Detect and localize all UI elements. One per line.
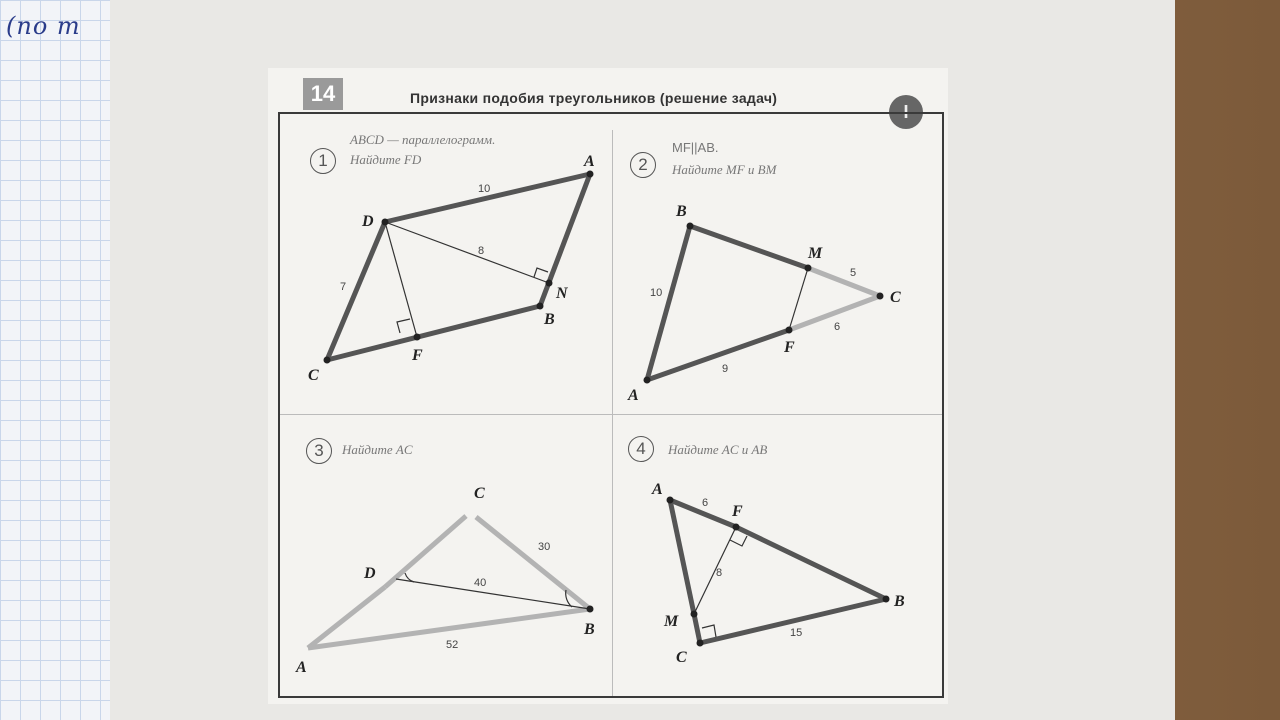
measure-MF: 8 [716,567,723,579]
vertex-point [382,219,389,226]
problem-1-line-2: Найдите FD [350,152,422,167]
vertex-F-2: F [784,339,795,356]
vertex-A-3: A [296,659,307,676]
vertex-C-4: C [676,649,687,666]
segment-CD [327,222,385,360]
segment-AB [647,226,690,380]
problem-3-number: 3 [306,438,332,464]
measure-CF: 6 [834,321,841,333]
vertex-D-3: D [364,565,376,582]
measure-BC: 15 [790,627,803,639]
measure-CD: 7 [340,281,347,293]
figure-2-triangle [627,203,901,404]
vertex-F-4: F [732,503,743,520]
vertex-point [805,265,812,272]
vertex-F-1: F [412,347,423,364]
problem-1-line-1: ABCD — параллелограмм. [350,132,496,147]
vertex-D-1: D [362,213,374,230]
segment-MF [789,268,808,330]
vertex-point [587,606,594,613]
segment-MF [694,527,736,614]
segment-CM [694,614,700,643]
vertex-point [691,611,698,618]
vertex-point [877,293,884,300]
handwritten-note: (no m [6,12,81,40]
measure-AB: 10 [650,287,663,299]
vertex-point [324,357,331,364]
vertex-point [546,280,553,287]
vertex-N-1: N [556,285,568,302]
measure-DN: 8 [478,245,485,257]
height-DN [385,222,549,283]
measure-DB: 40 [474,577,487,589]
vertex-point [733,524,740,531]
segment-MA [670,500,694,614]
problem-2-line-2: Найдите MF и BM [672,162,777,177]
problem-4-line-1: Найдите AC и AB [668,442,768,457]
segment-BC [327,306,540,360]
vertex-point [697,640,704,647]
difficulty-level-badge: I [889,95,923,129]
problem-4-number: 4 [628,436,654,462]
vertex-point [537,303,544,310]
problem-2-line-1: MF||AB. [672,140,719,155]
vertex-point [644,377,651,384]
right-angle-C-4 [702,625,716,637]
worksheet-number: 14 [303,78,343,110]
figure-1-parallelogram [308,153,595,384]
problem-3-line-1: Найдите AC [342,442,413,457]
height-DF [385,222,417,337]
measure-MC: 5 [850,267,857,279]
measure-AB: 52 [446,639,459,651]
problem-1-number: 1 [310,148,336,174]
figure-4-triangle [651,481,905,666]
segment-CD [385,516,466,587]
vertex-B-2: B [676,203,687,220]
vertex-B-1: B [544,311,555,328]
figure-3-triangle [295,485,595,676]
segment-FA [647,330,789,380]
vertex-point [414,334,421,341]
measure-FA: 9 [722,363,729,375]
segment-BC [476,517,590,609]
right-angle-F-4 [730,536,747,546]
right-angle-F [397,319,410,333]
vertex-C-1: C [308,367,319,384]
vertex-point [667,497,674,504]
segment-BM [690,226,808,268]
vertex-M-4: M [664,613,679,630]
vertex-C-3: C [474,485,485,502]
vertex-A-1: A [584,153,595,170]
segment-DA [385,174,590,222]
segment-MC [808,268,880,296]
measure-DA: 10 [478,183,491,195]
vertex-point [786,327,793,334]
worksheet-title: Признаки подобия треугольников (решение задач) [410,90,778,106]
vertex-point [687,223,694,230]
vertex-point [587,171,594,178]
vertex-C-2: C [890,289,901,306]
vertex-A-4: A [652,481,663,498]
vertex-M-2: M [808,245,823,262]
vertex-A-2: A [628,387,639,404]
measure-AF: 6 [702,497,709,509]
measure-BC: 30 [538,541,551,553]
vertex-B-4: B [894,593,905,610]
segment-FB [736,527,886,599]
problem-2-number: 2 [630,152,656,178]
vertex-point [883,596,890,603]
vertex-B-3: B [584,621,595,638]
right-angle-N [534,268,548,277]
